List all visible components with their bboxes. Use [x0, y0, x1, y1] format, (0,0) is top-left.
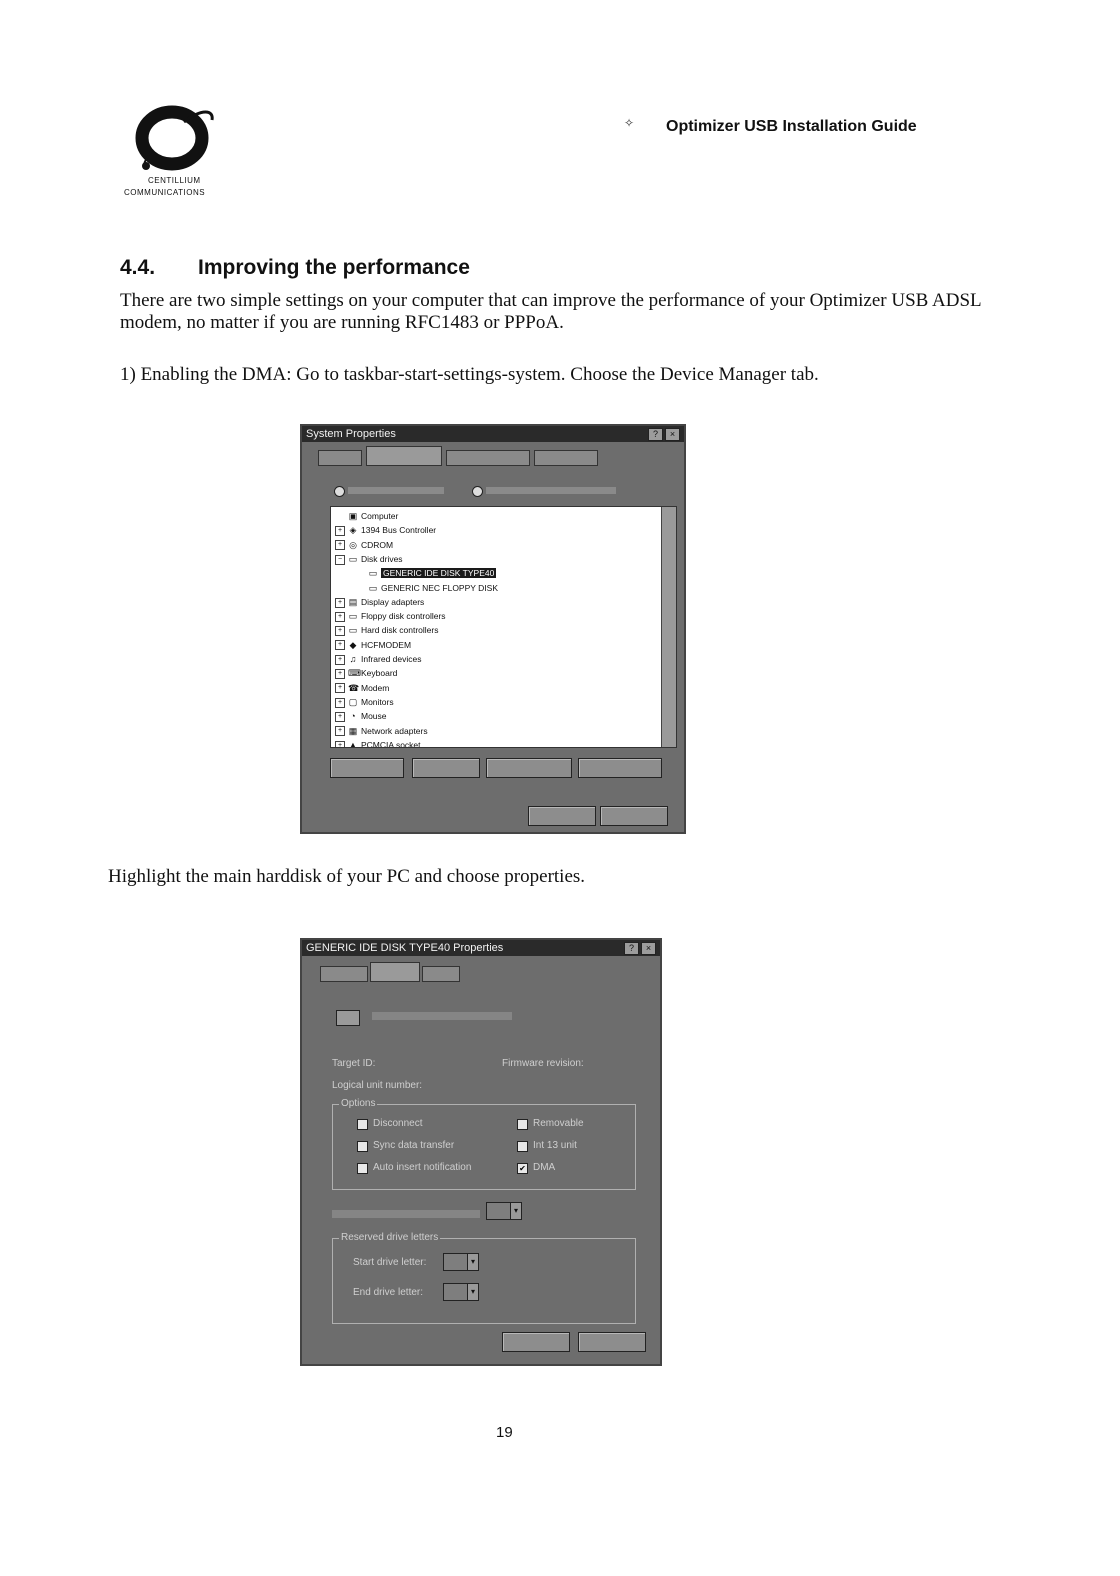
- pcmcia-icon: ▲: [348, 739, 358, 748]
- device-tree-item-label: GENERIC IDE DISK TYPE40: [383, 568, 495, 579]
- cancel-button[interactable]: [600, 806, 668, 826]
- device-tree-item[interactable]: [335, 595, 424, 609]
- tree-expander-icon[interactable]: +: [335, 741, 345, 748]
- device-tree-item[interactable]: [335, 652, 421, 666]
- start-drive-letter-select[interactable]: [443, 1253, 479, 1271]
- tree-expander-icon[interactable]: +: [335, 626, 345, 636]
- device-tree-item-label: GENERIC NEC FLOPPY DISK: [381, 582, 498, 593]
- end-drive-letter-label: End drive letter:: [353, 1287, 424, 1298]
- view-by-type-radio[interactable]: [334, 486, 345, 497]
- tab-general[interactable]: [320, 966, 368, 982]
- reserved-group-title: Reserved drive letters: [341, 1232, 439, 1243]
- device-tree-item[interactable]: [335, 709, 387, 723]
- refresh-button[interactable]: [412, 758, 480, 778]
- removable-label: Removable: [533, 1118, 584, 1129]
- company-name-line2: COMMUNICATIONS: [124, 188, 206, 197]
- device-tree-item-label: Modem: [361, 682, 390, 693]
- sync-data-transfer-label: Sync data transfer: [373, 1140, 455, 1151]
- device-tree-item[interactable]: [335, 552, 403, 566]
- tree-expander-icon[interactable]: +: [335, 669, 345, 679]
- page-number: 19: [496, 1424, 513, 1441]
- target-id-label: Target ID:: [332, 1058, 376, 1069]
- device-name-label: [372, 1012, 512, 1020]
- disconnect-label: Disconnect: [373, 1118, 423, 1129]
- bus-controller-icon: ◈: [349, 525, 357, 536]
- device-tree-item[interactable]: [335, 538, 393, 552]
- close-icon[interactable]: ×: [641, 942, 656, 955]
- floppy-controller-icon: ▭: [348, 611, 358, 622]
- device-tree-item-label: Computer: [361, 511, 399, 521]
- guide-title: Optimizer USB Installation Guide: [666, 118, 917, 135]
- device-tree-item[interactable]: [335, 666, 397, 680]
- keyboard-icon: ⌨: [348, 668, 361, 679]
- ok-button[interactable]: [528, 806, 596, 826]
- company-name-line1: CENTILLIUM: [148, 176, 201, 185]
- disk-drive-icon: ▭: [348, 553, 358, 564]
- view-by-connection-label: [486, 487, 616, 494]
- header-mark-icon: ✧: [624, 116, 635, 130]
- system-properties-screenshot: [300, 424, 686, 834]
- tree-expander-icon[interactable]: +: [335, 712, 345, 722]
- device-tree-item-label: Infrared devices: [361, 654, 422, 664]
- tree-expander-icon[interactable]: +: [335, 726, 345, 736]
- device-tree-item[interactable]: [335, 609, 446, 623]
- help-icon[interactable]: ?: [624, 942, 639, 955]
- device-tree-item-label: HCFMODEM: [361, 639, 412, 650]
- chevron-down-icon[interactable]: ▾: [467, 1284, 478, 1300]
- cdrom-icon: ◎: [349, 539, 357, 550]
- int13-unit-checkbox[interactable]: [517, 1141, 528, 1152]
- section-title: Improving the performance: [198, 256, 470, 279]
- device-tree-item-label: PCMCIA socket: [361, 739, 421, 748]
- int13-unit-label: Int 13 unit: [533, 1140, 577, 1151]
- device-tree-item-label: Hard disk controllers: [361, 625, 439, 636]
- end-drive-letter-select[interactable]: [443, 1283, 479, 1301]
- chevron-down-icon[interactable]: ▾: [467, 1254, 478, 1270]
- hard-disk-controller-icon: ▭: [348, 625, 358, 636]
- tree-expander-icon[interactable]: +: [335, 683, 345, 693]
- device-tree-item[interactable]: [335, 738, 421, 748]
- view-by-connection-radio[interactable]: [472, 486, 483, 497]
- device-tree-item-label: Monitors: [361, 696, 394, 707]
- tree-expander-icon[interactable]: +: [335, 655, 345, 665]
- tree-expander-icon[interactable]: +: [335, 612, 345, 622]
- device-tree-item[interactable]: [335, 509, 398, 523]
- disk-properties-titlebar: [302, 940, 660, 956]
- close-icon[interactable]: ×: [665, 428, 680, 441]
- tree-expander-icon[interactable]: +: [335, 540, 345, 550]
- tab-hardware-profiles[interactable]: [446, 450, 530, 466]
- auto-insert-label: Auto insert notification: [373, 1162, 472, 1173]
- disk-drive-icon: ▭: [368, 568, 378, 579]
- dma-checkbox[interactable]: ✔: [517, 1163, 528, 1174]
- infrared-icon: ♫: [349, 654, 357, 664]
- removable-checkbox[interactable]: [517, 1119, 528, 1130]
- help-icon[interactable]: ?: [648, 428, 663, 441]
- tab-performance[interactable]: [534, 450, 598, 466]
- tab-driver[interactable]: [422, 966, 460, 982]
- section-heading: [120, 256, 470, 280]
- device-tree-item[interactable]: [335, 523, 436, 537]
- monitor-icon: ▢: [348, 696, 358, 707]
- drive-letter-select[interactable]: [486, 1202, 522, 1220]
- reserved-drive-letters-groupbox: [332, 1232, 636, 1324]
- section-number: 4.4.: [120, 256, 156, 279]
- tab-device-manager[interactable]: [366, 446, 442, 466]
- ok-button[interactable]: [502, 1332, 570, 1352]
- firmware-revision-label: Firmware revision:: [502, 1058, 584, 1069]
- device-tree-item-label: Display adapters: [361, 596, 425, 607]
- disk-drive-icon: [336, 1010, 360, 1026]
- computer-icon: ▣: [348, 511, 358, 521]
- caption-highlight-harddisk: Highlight the main harddisk of your PC and choose properties.: [108, 866, 586, 887]
- intro-paragraph: There are two simple settings on your computer that can improve the performance of your Optimizer USB ADSL modem, no matter if you are running RFC1483 or PPPoA.: [120, 290, 981, 333]
- system-properties-titlebar: [302, 426, 684, 442]
- device-tree-item[interactable]: [335, 681, 389, 695]
- chevron-down-icon[interactable]: ▾: [510, 1203, 521, 1219]
- device-tree[interactable]: [330, 506, 677, 748]
- device-tree-item[interactable]: [335, 724, 428, 738]
- dma-label: DMA: [533, 1162, 556, 1173]
- device-tree-item-label: CDROM: [361, 539, 394, 550]
- tree-expander-icon[interactable]: +: [335, 526, 345, 536]
- network-adapter-icon: ▦: [348, 725, 358, 736]
- tab-settings[interactable]: [370, 962, 420, 982]
- device-tree-item-label: Network adapters: [361, 725, 428, 736]
- display-adapter-icon: ▤: [348, 596, 358, 607]
- start-drive-letter-label: Start drive letter:: [353, 1257, 427, 1268]
- system-properties-title: System Properties: [306, 428, 396, 440]
- view-by-type-label: [348, 487, 444, 494]
- device-tree-item[interactable]: [335, 623, 438, 637]
- remove-button[interactable]: [486, 758, 572, 778]
- device-tree-item-label: 1394 Bus Controller: [361, 525, 437, 536]
- device-tree-item-label: Disk drives: [361, 553, 403, 564]
- disk-properties-title: GENERIC IDE DISK TYPE40 Properties: [306, 942, 504, 954]
- cancel-button[interactable]: [578, 1332, 646, 1352]
- tab-general[interactable]: [318, 450, 362, 466]
- device-tree-item-label: Floppy disk controllers: [361, 611, 446, 622]
- print-button[interactable]: [578, 758, 662, 778]
- device-tree-item-label: Mouse: [361, 711, 387, 722]
- tree-expander-icon[interactable]: +: [335, 698, 345, 708]
- disk-properties-screenshot: [300, 938, 662, 1366]
- tree-expander-icon[interactable]: +: [335, 598, 345, 608]
- device-tree-item[interactable]: [355, 581, 498, 595]
- modem-device-icon: ◆: [349, 639, 357, 650]
- device-tree-item[interactable]: [335, 695, 394, 709]
- sync-data-transfer-checkbox[interactable]: [357, 1141, 368, 1152]
- tree-expander-icon[interactable]: +: [335, 640, 345, 650]
- modem-icon: ☎: [348, 682, 360, 693]
- auto-insert-checkbox[interactable]: [357, 1163, 368, 1174]
- device-tree-item[interactable]: [355, 566, 496, 580]
- disk-drive-icon: ▭: [368, 582, 378, 593]
- tree-expander-icon[interactable]: −: [335, 555, 345, 565]
- logical-unit-number-label: Logical unit number:: [332, 1080, 423, 1091]
- properties-button[interactable]: [330, 758, 404, 778]
- options-group-title: Options: [341, 1098, 376, 1109]
- tree-scrollbar[interactable]: [661, 507, 676, 747]
- step-1-paragraph: 1) Enabling the DMA: Go to taskbar-start-settings-system. Choose the Device Manager tab.: [120, 364, 819, 385]
- device-tree-item[interactable]: [335, 638, 411, 652]
- disconnect-checkbox[interactable]: [357, 1119, 368, 1130]
- device-tree-item-label: Keyboard: [361, 668, 398, 679]
- options-groupbox: [332, 1098, 636, 1190]
- mouse-icon: ◔: [350, 711, 356, 722]
- removable-drive-letter-label: [332, 1210, 480, 1218]
